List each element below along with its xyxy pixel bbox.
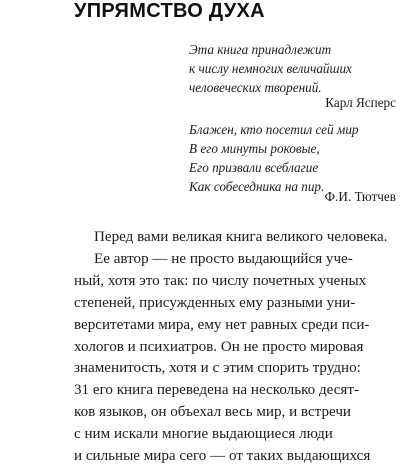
page-header: УПРЯМСТВО ДУХА [74,0,265,22]
body-line: 31 его книга переведена на несколько десят- [74,382,359,399]
epigraph-line: человеческих творений. [189,80,322,95]
epigraph-line: Блажен, кто посетил сей мир [189,122,359,137]
epigraph-line: Его призвали всеблагие [189,160,319,175]
body-line: хологов и психиатров. Он не просто мировая [74,338,364,355]
epigraph-line: к числу немногих величайших [189,61,352,76]
body-line: степеней, присужденных ему разными уни- [74,294,356,311]
body-line: и сильные мира сего — от таких выдающихся [74,448,371,465]
body-line: Ее автор — не просто выдающийся уче- [94,250,353,267]
epigraph-line: Эта книга принадлежит [189,42,332,57]
body-line: верситетами мира, ему нет равных среди пси- [74,316,370,333]
body-line: ный, хотя это так: по числу почетных ученых [74,272,367,289]
epigraph-line: В его минуты роковые, [189,141,320,156]
body-line: знаменитость, хотя и с этим спорить трудно: [74,360,361,377]
epigraph-line: Как собеседника на пир. [189,179,325,194]
body-line: ков языков, он объехал весь мир, и встречи [74,404,351,421]
body-text [74,227,404,468]
epigraph-tyutchev [189,120,401,196]
body-line: Перед вами великая книга великого человека. [94,229,388,245]
epigraph-author: Карл Ясперс [325,95,396,110]
epigraph-author: Ф.И. Тютчев [324,189,396,204]
epigraph-jaspers [189,40,401,97]
body-line: с ним искали многие выдающиеся люди [74,426,333,443]
